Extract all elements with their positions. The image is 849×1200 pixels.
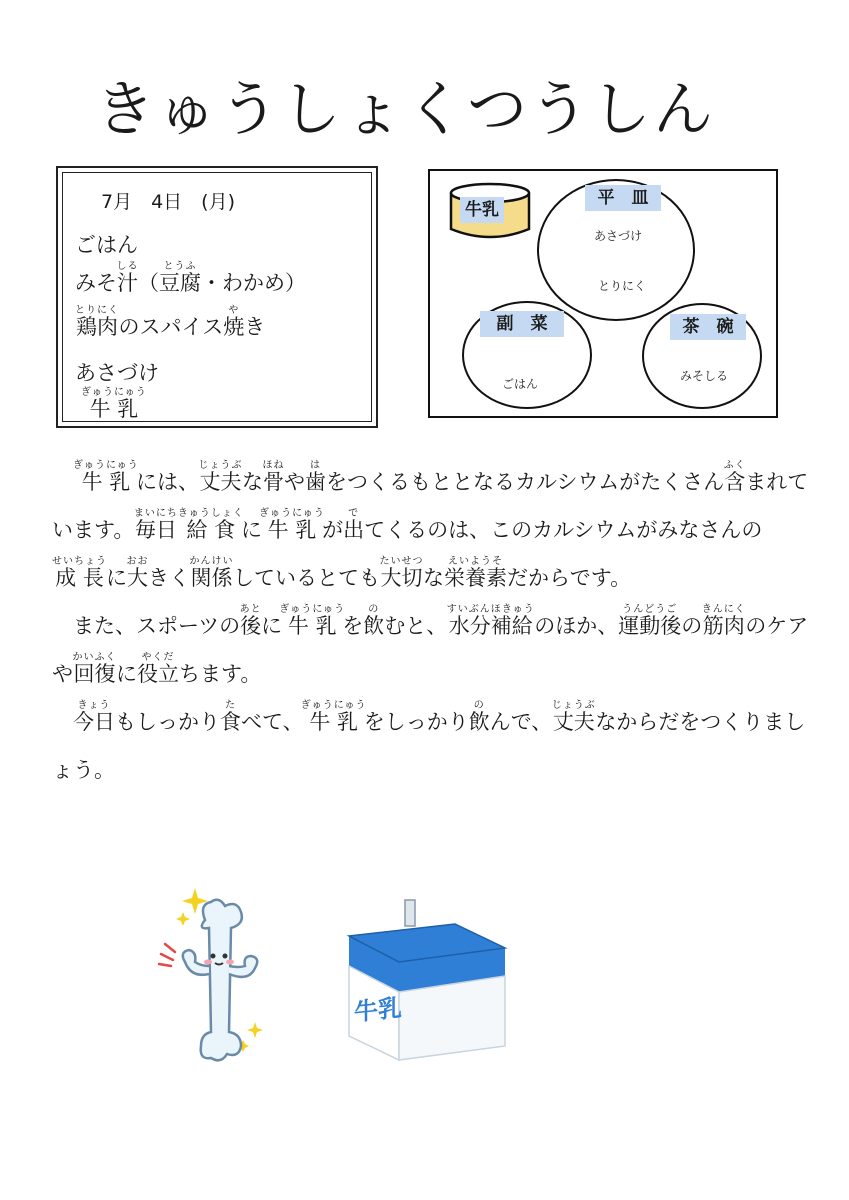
p2-ato: 後 — [239, 614, 262, 638]
p2-t2: に — [261, 614, 283, 638]
milk-cup-label: 牛乳 — [460, 197, 504, 223]
p1-seicho-r: せいちょう — [52, 556, 107, 567]
p1-oo-r: おお — [126, 556, 149, 567]
p2-t9: ちます。 — [179, 662, 262, 686]
article-paragraph-2 — [52, 602, 812, 698]
chicken-kanji: 鶏肉 — [75, 315, 119, 339]
p1-ha: 歯 — [304, 470, 326, 494]
p2-t3: を — [342, 614, 364, 638]
p1-t4: をつくるもととなるカルシウムがたくさん — [325, 470, 725, 494]
menu-item-miso-soup — [75, 261, 306, 297]
p2-t6: の — [681, 614, 703, 638]
p3-milk: 牛 乳 — [300, 710, 367, 734]
p1-hone-r: ほね — [262, 460, 285, 471]
page-title: きゅうしょくつうしん — [95, 75, 715, 145]
soup-rest: ・わかめ） — [201, 271, 306, 295]
p2-yakuda-r: やくだ — [137, 652, 179, 663]
p3-t1: もしっかり — [115, 710, 220, 734]
chawan-food: みそしる — [680, 369, 729, 383]
ruby-yaki — [223, 305, 245, 339]
p1-jobu-r: じょうぶ — [198, 460, 243, 471]
ruby-tofu — [159, 261, 201, 295]
fukusai-food: ごはん — [502, 377, 539, 391]
menu-item-rice: ごはん — [75, 233, 138, 257]
p3-t2: べて、 — [241, 710, 304, 734]
p1-t3: や — [283, 470, 305, 494]
hirazara-food-2: とりにく — [598, 279, 647, 293]
p1-kankei-r: かんけい — [189, 556, 234, 567]
tray-diagram — [428, 169, 778, 418]
p1-eiyoso-r: えいようそ — [443, 556, 507, 567]
p1-oo: 大 — [126, 566, 149, 590]
p1-t9: に — [105, 566, 127, 590]
p1-t12: な — [422, 566, 444, 590]
p1-t13: だからです。 — [506, 566, 632, 590]
p3-milk-r: ぎゅうにゅう — [300, 700, 367, 711]
p1-milk2: 牛 乳 — [259, 518, 325, 542]
p2-kinniku-r: きんにく — [701, 604, 746, 615]
p1-kyushoku-r: きゅうしょく — [177, 508, 244, 519]
p1-t1: には、 — [135, 470, 199, 494]
p1-jobu: 丈夫 — [198, 470, 243, 494]
p3-kyo: 今日 — [73, 710, 115, 734]
p2-kaifuku-r: かいふく — [72, 652, 117, 663]
p1-kankei: 関係 — [189, 566, 234, 590]
p2-yakuda: 役立 — [137, 662, 179, 686]
p1-taisetsu-r: たいせつ — [379, 556, 424, 567]
chawan-label: 茶 碗 — [670, 314, 746, 340]
milk-reading: ぎゅうにゅう — [81, 387, 147, 398]
p2-undogo-r: うんどうご — [618, 604, 682, 615]
article-paragraph-1 — [52, 458, 812, 602]
p2-t8: に — [116, 662, 137, 686]
p1-milk2-r: ぎゅうにゅう — [259, 508, 325, 519]
chicken-reading: とりにく — [75, 305, 119, 316]
p3-jobu: 丈夫 — [551, 710, 596, 734]
fukusai-label: 副 菜 — [480, 311, 564, 337]
p1-mainichi-r: まいにち — [133, 508, 178, 519]
milk-carton-icon — [345, 896, 510, 1066]
ruby-milk — [81, 387, 147, 421]
chicken-text: のスパイス — [118, 315, 224, 339]
p1-mainichi: 毎日 — [133, 518, 178, 542]
p3-no: 飲 — [468, 710, 490, 734]
p2-t5: のほか、 — [534, 614, 619, 638]
p1-hone: 骨 — [262, 470, 285, 494]
ruby-shiru — [116, 261, 139, 295]
chicken-end: き — [244, 315, 266, 339]
tofu-kanji: 豆腐 — [159, 271, 201, 295]
p3-t4: んで、 — [489, 710, 553, 734]
milk-carton-label: 牛乳 — [354, 993, 402, 1027]
yaki-reading: や — [223, 305, 245, 316]
soup-kanji: 汁 — [116, 271, 139, 295]
p1-ha-r: は — [304, 460, 326, 471]
p2-no: 飲 — [363, 614, 385, 638]
p1-kyushoku: 給 食 — [177, 518, 244, 542]
article-body — [52, 458, 812, 794]
p1-t6: に — [240, 518, 262, 542]
p1-fuku: 含 — [723, 470, 746, 494]
milk-kanji: 牛 乳 — [81, 397, 147, 421]
p3-ta-r: た — [220, 700, 241, 711]
p1-de: 出 — [343, 518, 365, 542]
p3-t5: なからだをつくりましょう。 — [52, 710, 806, 782]
p1-t11: しているとても — [232, 566, 380, 590]
p1-fuku-r: ふく — [723, 460, 746, 471]
menu-item-spiced-chicken — [75, 305, 265, 341]
p2-undogo: 運動後 — [618, 614, 682, 638]
ruby-toriniku — [75, 305, 119, 339]
soup-reading: しる — [116, 261, 139, 272]
p1-t2: な — [241, 470, 263, 494]
p3-t3: をしっかり — [363, 710, 469, 734]
p1-seicho: 成 長 — [52, 566, 107, 590]
menu-date: 7月 4日 (月) — [101, 191, 236, 213]
p3-kyo-r: きょう — [73, 700, 115, 711]
p2-ato-r: あと — [239, 604, 262, 615]
p2-suibun: 水分補給 — [446, 614, 535, 638]
soup-paren: （ — [138, 271, 159, 295]
p1-eiyoso: 栄養素 — [443, 566, 507, 590]
p2-kaifuku: 回復 — [72, 662, 117, 686]
p2-t4: むと、 — [384, 614, 448, 638]
bone-mascot-icon — [155, 882, 275, 1067]
p1-taisetsu: 大切 — [379, 566, 424, 590]
p3-ta: 食 — [220, 710, 241, 734]
p1-milk-r: ぎゅうにゅう — [73, 460, 139, 471]
p2-t1: また、スポーツの — [73, 614, 241, 638]
yaki-kanji: 焼 — [223, 315, 245, 339]
p1-t7: が — [322, 518, 344, 542]
hirazara-food-1: あさづけ — [594, 229, 643, 243]
p2-milk-r: ぎゅうにゅう — [279, 604, 346, 615]
p1-t5: まれています。 — [52, 470, 809, 542]
p1-milk: 牛 乳 — [73, 470, 139, 494]
menu-item-asazuke: あさづけ — [75, 361, 159, 385]
p2-kinniku: 筋肉 — [701, 614, 746, 638]
p3-no-r: の — [468, 700, 490, 711]
menu-box-inner-frame — [62, 172, 372, 422]
p1-de-r: で — [343, 508, 365, 519]
p2-milk: 牛 乳 — [279, 614, 346, 638]
menu-item-milk — [81, 387, 147, 423]
hirazara-label: 平 皿 — [585, 185, 661, 211]
p1-t8: てくるのは、このカルシウムがみなさんの — [364, 518, 763, 542]
menu-box — [56, 166, 378, 428]
p1-t10: きく — [147, 566, 190, 590]
p2-suibun-r: すいぶんほきゅう — [446, 604, 535, 615]
soup-text: みそ — [75, 271, 117, 295]
p2-t7: のケアや — [52, 614, 809, 686]
tofu-reading: とうふ — [159, 261, 201, 272]
p2-no-r: の — [363, 604, 385, 615]
article-paragraph-3 — [52, 698, 812, 794]
p3-jobu-r: じょうぶ — [551, 700, 596, 711]
